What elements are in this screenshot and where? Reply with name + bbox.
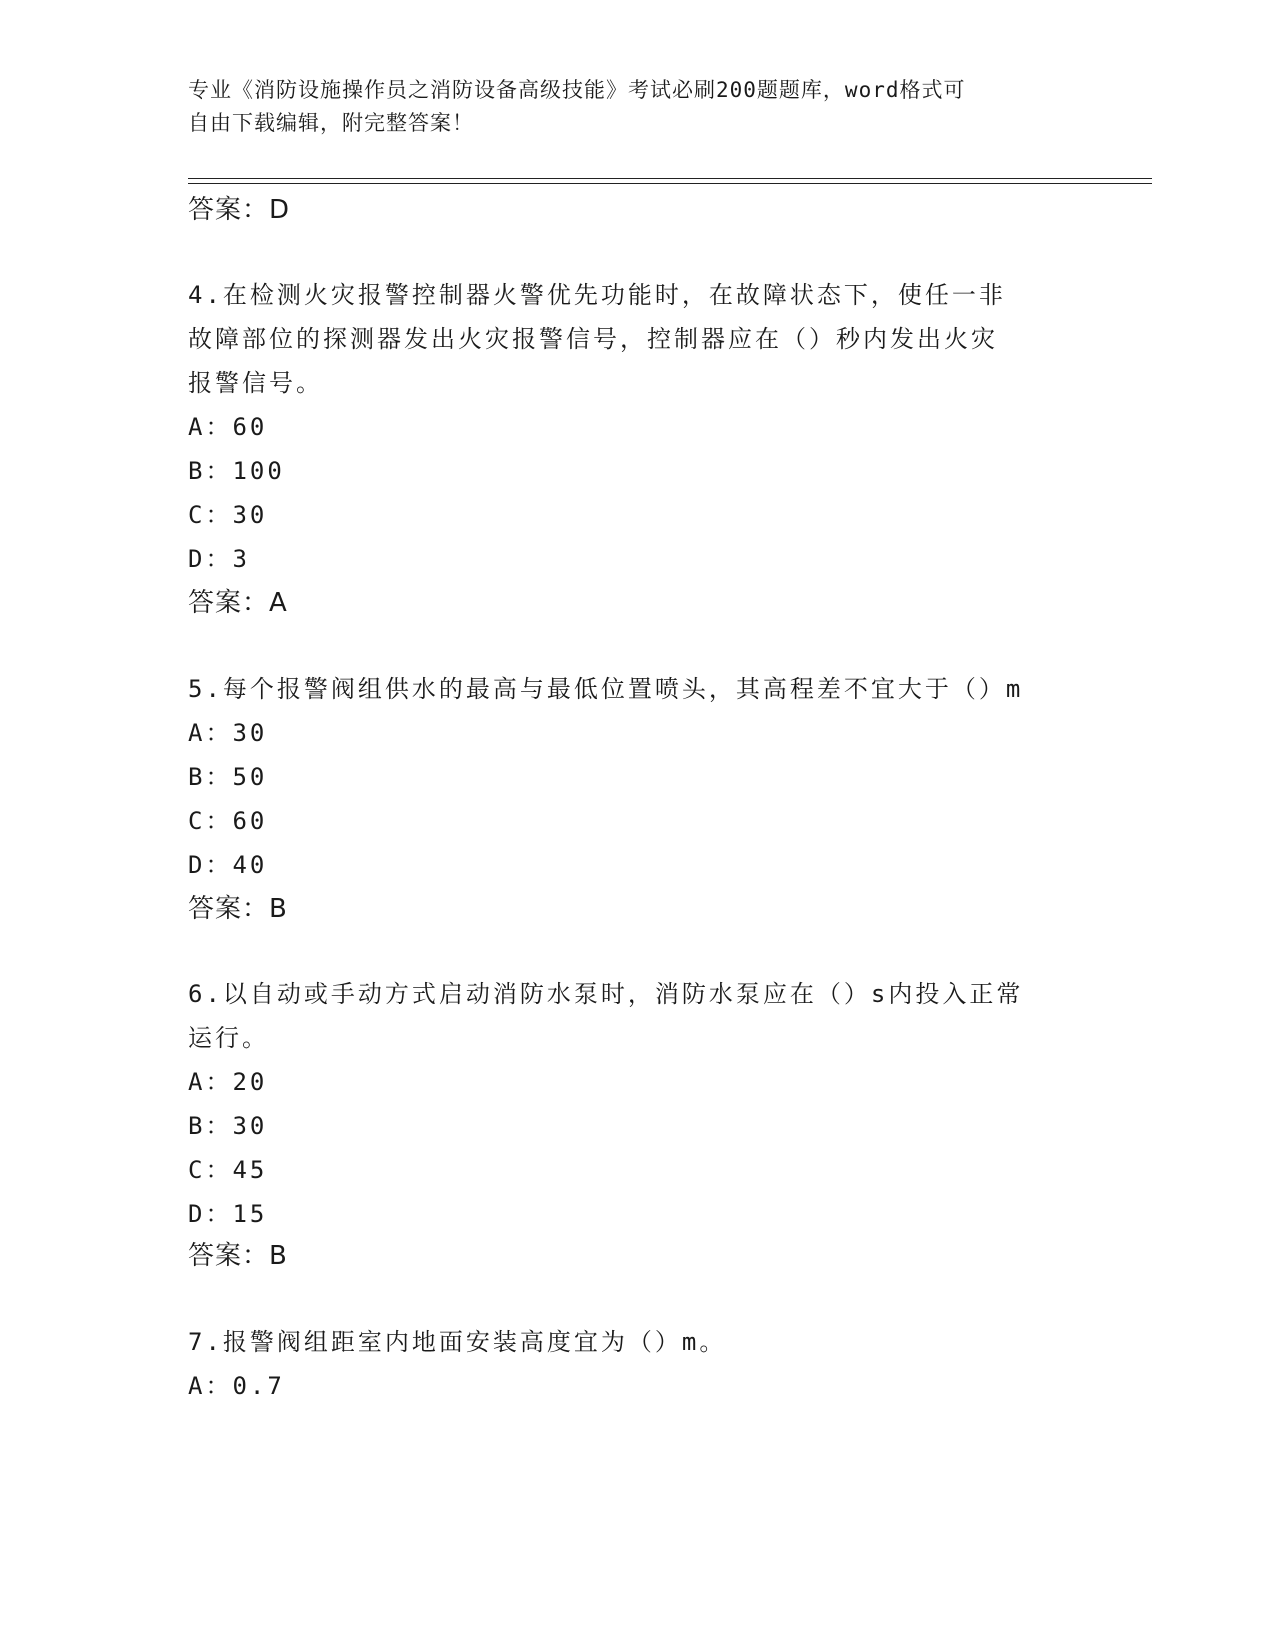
question-4-option-a: A：60 xyxy=(188,413,268,441)
question-6-option-d: D：15 xyxy=(188,1200,268,1228)
answer-q5: 答案：B xyxy=(188,894,288,924)
header-divider-top xyxy=(188,178,1152,179)
answer-q4: 答案：A xyxy=(188,588,288,618)
question-7-stem-line-1: 7.报警阀组距室内地面安装高度宜为（）m。 xyxy=(188,1328,727,1356)
question-4-stem-line-2: 故障部位的探测器发出火灾报警信号，控制器应在（）秒内发出火灾 xyxy=(188,325,998,353)
question-6-stem-line-1: 6.以自动或手动方式启动消防水泵时，消防水泵应在（）s内投入正常 xyxy=(188,980,1024,1008)
question-5-option-b: B：50 xyxy=(188,763,268,791)
question-6-option-c: C：45 xyxy=(188,1156,268,1184)
answer-q6: 答案：B xyxy=(188,1241,288,1271)
question-5-stem-line-1: 5.每个报警阀组供水的最高与最低位置喷头，其高程差不宜大于（）m xyxy=(188,675,1024,703)
question-7-option-a: A：0.7 xyxy=(188,1372,285,1400)
question-5-option-d: D：40 xyxy=(188,851,268,879)
question-6-option-a: A：20 xyxy=(188,1068,268,1096)
question-4-option-b: B：100 xyxy=(188,457,285,485)
question-4-option-d: D：3 xyxy=(188,545,250,573)
question-5-option-a: A：30 xyxy=(188,719,268,747)
question-4-option-c: C：30 xyxy=(188,501,268,529)
header-line-2: 自由下载编辑，附完整答案！ xyxy=(188,111,474,135)
question-6-option-b: B：30 xyxy=(188,1112,268,1140)
question-4-stem-line-1: 4.在检测火灾报警控制器火警优先功能时，在故障状态下，使任一非 xyxy=(188,281,1006,309)
question-6-stem-line-2: 运行。 xyxy=(188,1024,269,1052)
header-divider-bottom xyxy=(188,183,1152,184)
question-5-option-c: C：60 xyxy=(188,807,268,835)
header-line-1: 专业《消防设施操作员之消防设备高级技能》考试必刷200题题库，word格式可 xyxy=(188,78,966,102)
answer-q3: 答案：D xyxy=(188,195,291,225)
document-header xyxy=(188,74,1068,140)
question-4-stem-line-3: 报警信号。 xyxy=(188,369,323,397)
